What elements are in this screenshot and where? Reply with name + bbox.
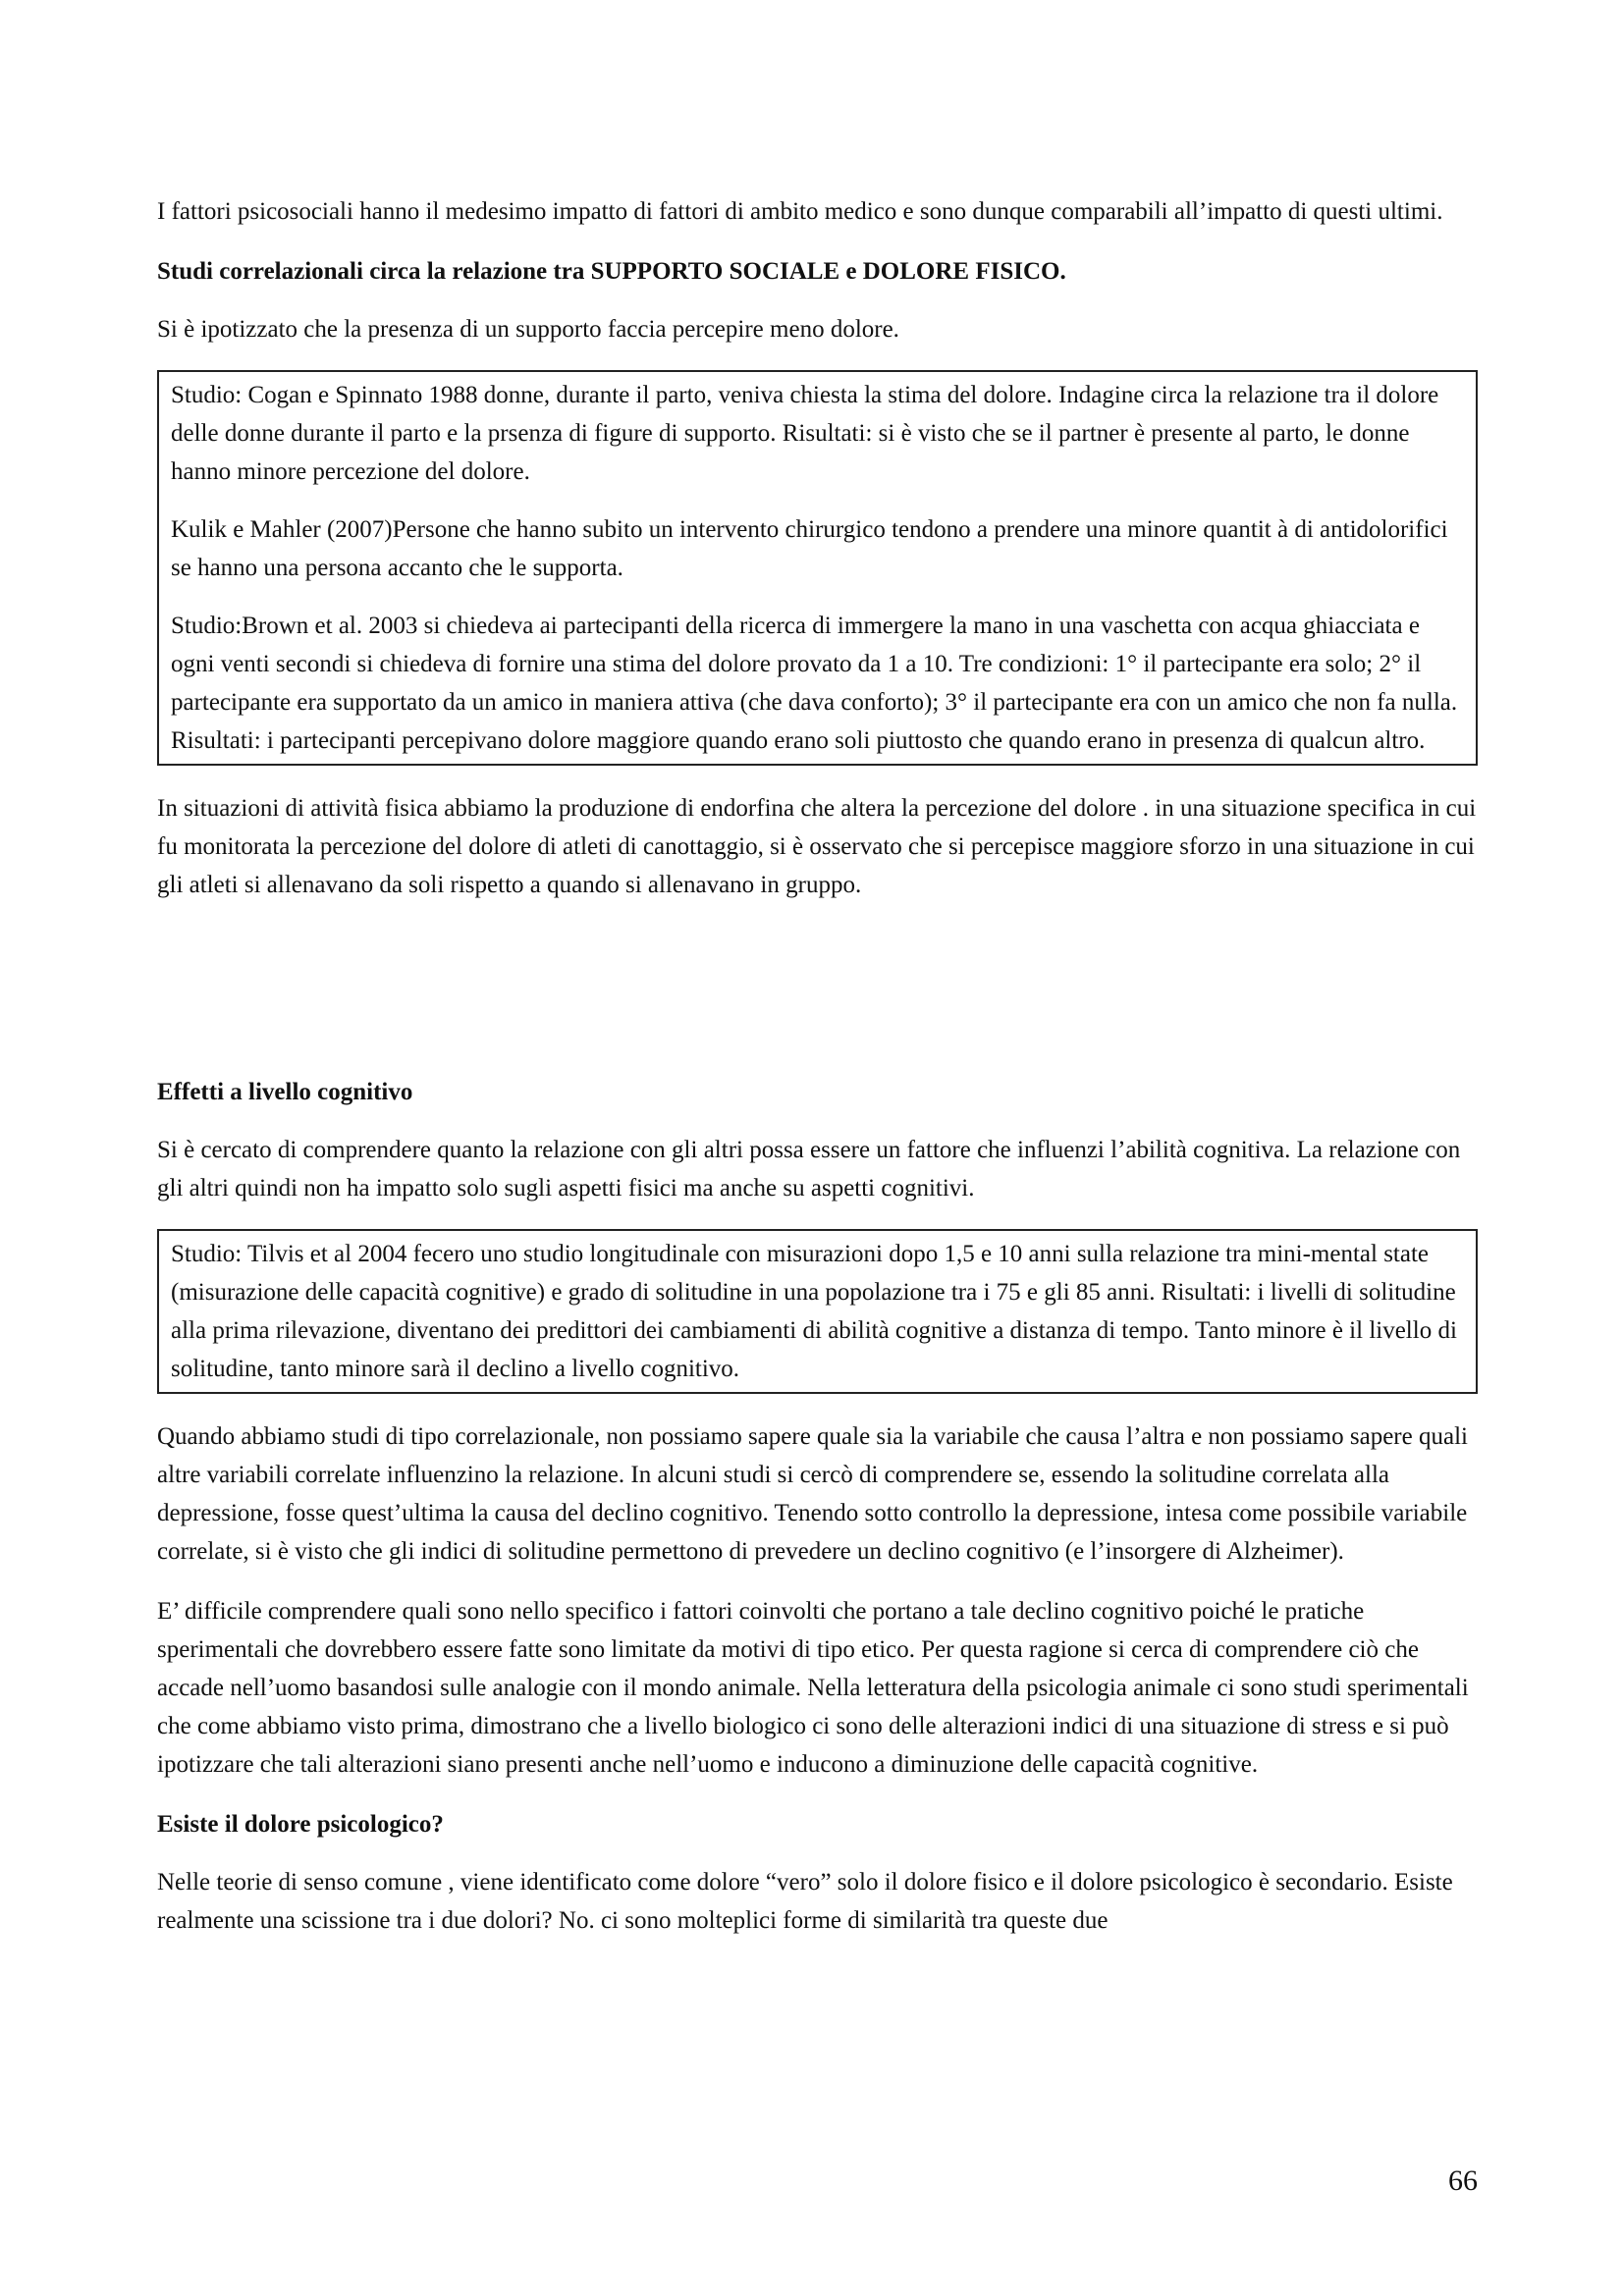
correlational-paragraph: Quando abbiamo studi di tipo correlazionale, non possiamo sapere quale sia la variabile che causa l’altra e non possiamo sapere quali altre variabili correlate influenzino la relazione. In alcuni studi si cercò di comprendere se, essendo la solitudine correlata alla depressione, fosse quest’ultima la causa del declino cognitivo. Tenendo sotto controllo la depressione, intesa come possibile variabile correlate, si è visto che gli indici di solitudine permettono di prevedere un declino cognitivo (e l’insorgere di Alzheimer). xyxy=(157,1423,1468,1565)
endorfina-paragraph: In situazioni di attività fisica abbiamo la produzione di endorfina che altera la percezione del dolore . in una situazione specifica in cui fu monitorata la percezione del dolore di atleti di canottaggio, si è osservato che si percepisce maggiore sforzo in una situazione in cui gli atleti si allenavano da soli rispetto a quando si allenavano in gruppo. xyxy=(157,795,1477,898)
studies-box-cognitivo xyxy=(157,1229,1478,1394)
spacer xyxy=(157,926,1478,1073)
cognitive-intro-paragraph: Si è cercato di comprendere quanto la relazione con gli altri possa essere un fattore che influenzi l’abilità cognitiva. La relazione con gli altri quindi non ha impatto solo sugli aspetti fisici ma anche su aspetti cognitivi. xyxy=(157,1137,1461,1201)
section-heading-effetti-cognitivi: Effetti a livello cognitivo xyxy=(157,1079,413,1105)
section-heading-supporto-sociale: Studi correlazionali circa la relazione tra SUPPORTO SOCIALE e DOLORE FISICO. xyxy=(157,258,1066,285)
study-cogan-spinnato: Studio: Cogan e Spinnato 1988 donne, durante il parto, veniva chiesta la stima del dolore. Indagine circa la relazione tra il dolore delle donne durante il parto e la prsenza di figure di supporto. Risultati: si è visto che se il partner è presente al parto, le donne hanno minore percezione del dolore. xyxy=(171,382,1439,485)
ethics-paragraph: E’ difficile comprendere quali sono nello specifico i fattori coinvolti che portano a tale declino cognitivo poiché le pratiche sperimentali che dovrebbero essere fatte sono limitate da motivi di tipo etico. Per questa ragione si cerca di comprendere ciò che accade nell’uomo basandosi sulle analogie con il mondo animale. Nella letteratura della psicologia animale ci sono studi sperimentali che come abbiamo visto prima, dimostrano che a livello biologico ci sono delle alterazioni indici di una situazione di stress e si può ipotizzare che tali alterazioni siano presenti anche nell’uomo e inducono a diminuzione delle capacità cognitive. xyxy=(157,1598,1469,1778)
section-heading-dolore-psicologico: Esiste il dolore psicologico? xyxy=(157,1811,444,1838)
dolore-psicologico-paragraph: Nelle teorie di senso comune , viene identificato come dolore “vero” solo il dolore fisico e il dolore psicologico è secondario. Esiste realmente una scissione tra i due dolori? No. ci sono molteplici forme di similarità tra queste due xyxy=(157,1869,1453,1934)
study-brown: Studio:Brown et al. 2003 si chiedeva ai partecipanti della ricerca di immergere la mano in una vaschetta con acqua ghiacciata e ogni venti secondi si chiedeva di fornire una stima del dolore provato da 1 a 10. Tre condizioni: 1° il partecipante era solo; 2° il partecipante era supportato da un amico in maniera attiva (che dava conforto); 3° il partecipante era con un amico che non fa nulla. Risultati: i partecipanti percepivano dolore maggiore quando erano soli piuttosto che quando erano in presenza di qualcun altro. xyxy=(171,613,1458,754)
hypothesis-paragraph: Si è ipotizzato che la presenza di un supporto faccia percepire meno dolore. xyxy=(157,316,899,343)
document-page xyxy=(157,192,1478,1961)
studies-box-dolore xyxy=(157,370,1478,766)
page-number: 66 xyxy=(1448,2164,1478,2197)
intro-paragraph: I fattori psicosociali hanno il medesimo impatto di fattori di ambito medico e sono dunque comparabili all’impatto di questi ultimi. xyxy=(157,198,1443,225)
study-tilvis: Studio: Tilvis et al 2004 fecero uno studio longitudinale con misurazioni dopo 1,5 e 10 anni sulla relazione tra mini-mental state (misurazione delle capacità cognitive) e grado di solitudine in una popolazione tra i 75 e gli 85 anni. Risultati: i livelli di solitudine alla prima rilevazione, diventano dei predittori dei cambiamenti di abilità cognitive a distanza di tempo. Tanto minore è il livello di solitudine, tanto minore sarà il declino a livello cognitivo. xyxy=(171,1241,1457,1382)
study-kulik-mahler: Kulik e Mahler (2007)Persone che hanno subito un intervento chirurgico tendono a prendere una minore quantit à di antidolorifici se hanno una persona accanto che le supporta. xyxy=(171,516,1448,581)
